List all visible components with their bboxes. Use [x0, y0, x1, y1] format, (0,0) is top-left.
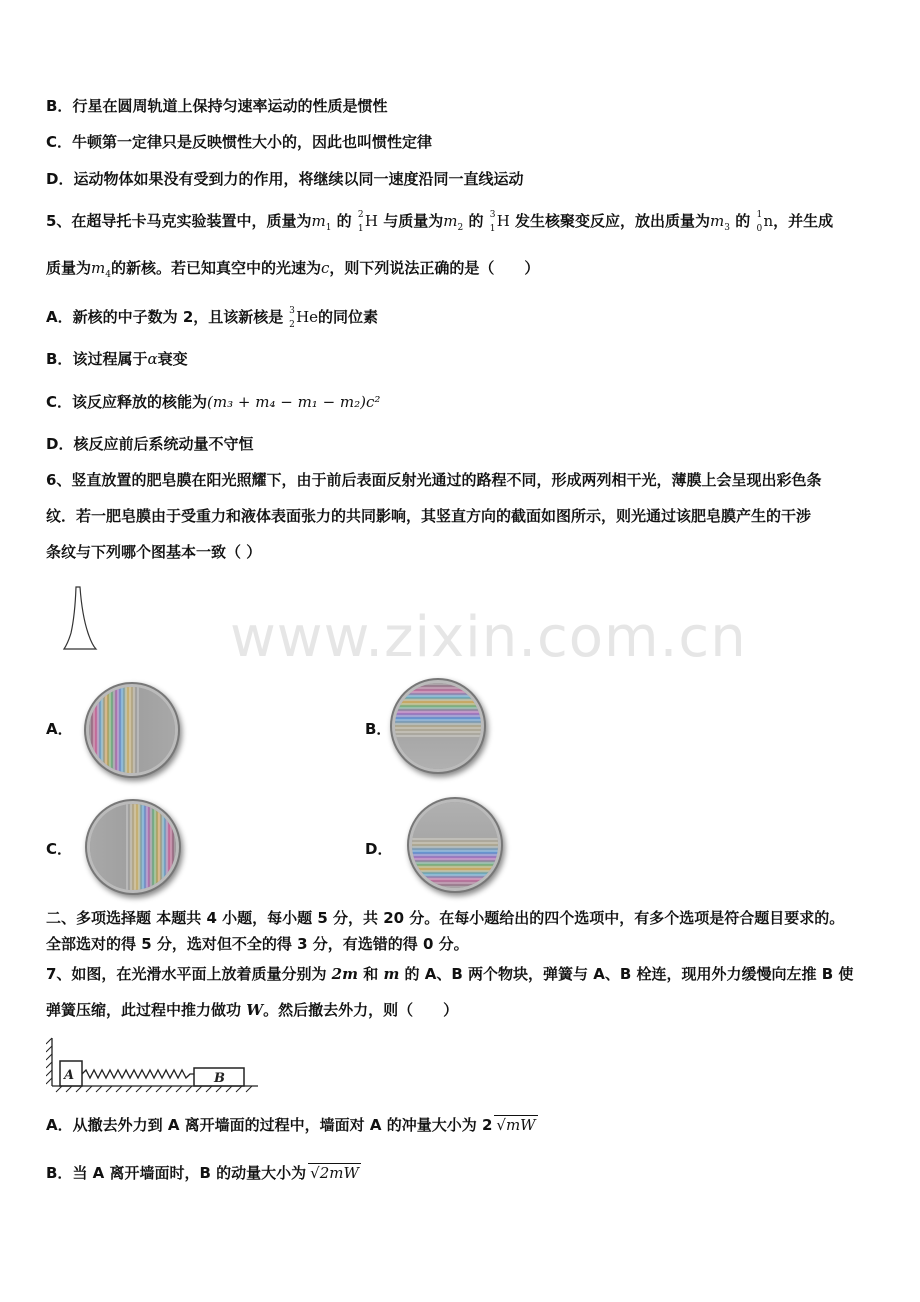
nuclide-h2: 2 1 H	[357, 210, 378, 234]
fringe-image-a	[89, 687, 175, 773]
option-text: 的同位素	[318, 308, 379, 326]
q7-text: 弹簧压缩，此过程中推力做功	[46, 1001, 247, 1019]
q4-option-b	[46, 95, 387, 117]
q7-text: 的 A、B 两个物块，弹簧与 A、B 栓连，现用外力缓慢向左推 B 使	[399, 965, 854, 983]
option-letter: A．	[46, 1116, 73, 1134]
option-letter: C．	[46, 393, 73, 411]
q7-stem-line1	[46, 963, 853, 985]
q5-text: 的新核。若已知真空中的光速为	[110, 259, 321, 277]
block-b-label: B	[214, 1071, 225, 1086]
q5-option-c	[46, 391, 380, 413]
watermark: www.zixin.com.cn	[230, 605, 747, 670]
option-text: 核反应前后系统动量不守恒	[73, 435, 254, 453]
section2-line2: 全部选对的得 5 分，选对但不全的得 3 分，有选错的得 0 分。	[46, 935, 469, 953]
q4-option-d	[46, 168, 523, 190]
symbol-m1: $m_1$	[311, 212, 332, 233]
option-letter: D．	[46, 435, 74, 453]
block-a-label: A	[64, 1068, 75, 1083]
option-text: 牛顿第一定律只是反映惯性大小的，因此也叫惯性定律	[72, 133, 433, 151]
nuclide-n: 1 0 n	[756, 210, 774, 234]
symbol-c: c	[321, 259, 330, 277]
q5-stem-line2	[46, 257, 539, 286]
option-letter: A．	[46, 308, 73, 326]
symbol-m4: $m_4$	[91, 259, 111, 280]
q5-text: ，则下列说法正确的是（ ）	[329, 259, 540, 277]
q7-text: 和	[357, 965, 384, 983]
q7-stem-line2	[46, 999, 458, 1021]
q5-text: 的	[336, 212, 352, 230]
option-letter: B．	[46, 350, 73, 368]
nuclide-h3: 3 1 H	[489, 210, 510, 234]
q5-text: 的	[468, 212, 484, 230]
fringe-image-b	[395, 683, 481, 769]
q5-text: 质量为	[46, 259, 92, 277]
figure-label-d: D．	[365, 840, 393, 858]
option-text: 从撤去外力到 A 离开墙面的过程中，墙面对 A 的冲量大小为 2	[72, 1116, 493, 1134]
option-text: 衰变	[157, 350, 188, 368]
option-letter: B．	[46, 1164, 73, 1182]
energy-formula: (m₃ + m₄ − m₁ − m₂)c²	[207, 393, 381, 411]
symbol-m2: $m_2$	[443, 212, 464, 233]
q5-stem-line1	[46, 210, 833, 239]
q5-text: 与质量为	[383, 212, 444, 230]
vertical-fringes-top-dense	[89, 687, 175, 773]
figure-label-a: A．	[46, 720, 73, 738]
sqrt-mw: √mW	[496, 1116, 536, 1134]
option-text: 该过程属于	[72, 350, 148, 368]
mass-m: m	[383, 965, 400, 983]
q7-option-b	[46, 1162, 361, 1184]
work-w: W	[246, 1001, 264, 1019]
q4-option-c	[46, 131, 432, 153]
soap-film-cross-section	[60, 585, 110, 653]
q5-option-d	[46, 433, 253, 455]
sqrt-2mw: √2mW	[310, 1164, 359, 1182]
q7-text: 7、如图，在光滑水平面上放着质量分别为	[46, 965, 332, 983]
mass-2m: 2m	[331, 965, 358, 983]
q6-stem-line1: 6、竖直放置的肥皂膜在阳光照耀下，由于前后表面反射光通过的路程不同，形成两列相干光，薄膜上会呈现出彩色条	[46, 471, 822, 489]
vertical-fringes-right-dense	[90, 804, 176, 890]
symbol-m3: $m_3$	[710, 212, 731, 233]
q5-text: 发生核聚变反应，放出质量为	[515, 212, 711, 230]
q7-option-a	[46, 1114, 538, 1136]
q5-option-a	[46, 306, 378, 328]
option-text: 新核的中子数为 2，且该新核是	[72, 308, 284, 326]
nuclide-he3: 3 2 He	[289, 306, 319, 330]
option-letter: B．	[46, 97, 73, 115]
figure-label-b: B．	[365, 720, 392, 738]
q5-text: 的	[735, 212, 751, 230]
option-text: 行星在圆周轨道上保持匀速率运动的性质是惯性	[72, 97, 388, 115]
q6-stem-line3: 条纹与下列哪个图基本一致（ ）	[46, 543, 262, 561]
spring-blocks-figure	[46, 1034, 262, 1096]
q5-text: ，并生成	[773, 212, 834, 230]
q5-option-b	[46, 348, 188, 370]
fringe-image-c	[90, 804, 176, 890]
q6-stem-line2: 纹．若一肥皂膜由于受重力和液体表面张力的共同影响，其竖直方向的截面如图所示，则光通过该肥皂膜产生的干涉	[46, 507, 812, 525]
fringe-image-d	[412, 802, 498, 888]
option-letter: C．	[46, 133, 73, 151]
option-text: 运动物体如果没有受到力的作用，将继续以同一速度沿同一直线运动	[73, 170, 524, 188]
option-letter: D．	[46, 170, 74, 188]
option-text: 当 A 离开墙面时，B 的动量大小为	[72, 1164, 307, 1182]
q7-text: 。然后撤去外力，则（ ）	[263, 1001, 459, 1019]
horizontal-fringes-top-dense	[395, 683, 481, 769]
symbol-alpha: α	[147, 350, 158, 368]
q5-text: 5、在超导托卡马克实验装置中，质量为	[46, 212, 312, 230]
section2-line1: 二、多项选择题 本题共 4 小题，每小题 5 分，共 20 分。在每小题给出的四个选项中，有多个选项是符合题目要求的。	[46, 909, 845, 927]
figure-label-c: C．	[46, 840, 73, 858]
horizontal-fringes-bottom-dense	[412, 802, 498, 888]
option-text: 该反应释放的核能为	[72, 393, 208, 411]
